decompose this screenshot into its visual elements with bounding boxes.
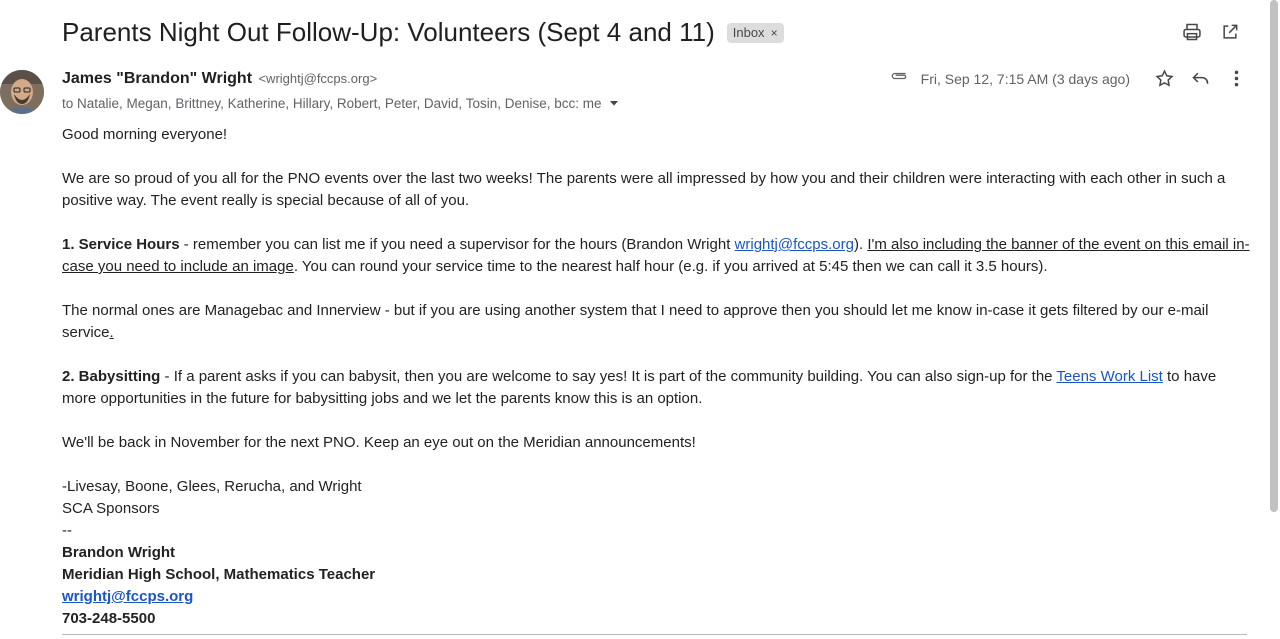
email-subject: Parents Night Out Follow-Up: Volunteers (Sept 4 and 11) (62, 16, 715, 47)
closing-line: -Livesay, Boone, Glees, Rerucha, and Wright (62, 478, 362, 495)
paragraph-babysitting (62, 366, 1252, 410)
signature-email-link[interactable]: wrightj@fccps.org (62, 588, 194, 605)
paragraph-praise: We are so proud of you all for the PNO events over the last two weeks! The parents were all impressed by how you and their children were interacting with each other in such a positive way. The event really is special because of all of you. (62, 170, 1226, 209)
scrollbar-thumb[interactable] (1270, 0, 1278, 512)
signature-block (62, 476, 1252, 630)
signature-separator: -- (62, 522, 72, 539)
avatar[interactable] (0, 70, 44, 114)
star-icon[interactable] (1152, 67, 1176, 91)
email-body (62, 124, 1252, 630)
teens-work-list-link[interactable]: Teens Work List (1056, 368, 1163, 385)
sender-name[interactable]: James "Brandon" Wright (62, 70, 253, 87)
service-text-2: ). (853, 236, 868, 253)
supervisor-email-link[interactable]: wrightj@fccps.org (734, 236, 854, 253)
signature-name: Brandon Wright (62, 544, 176, 561)
scrollbar-track[interactable] (1268, 0, 1280, 639)
service-text-1: - remember you can list me if you need a supervisor for the hours (Brandon Wright (179, 236, 735, 253)
attachment-icon (889, 66, 909, 91)
message-date: Fri, Sep 12, 7:15 AM (3 days ago) (920, 70, 1130, 87)
paragraph-november: We'll be back in November for the next PNO. Keep an eye out on the Meridian announcements! (62, 434, 696, 451)
signature-phone: 703-248-5500 (62, 610, 156, 627)
paragraph-systems (62, 300, 1252, 344)
greeting: Good morning everyone! (62, 126, 228, 143)
divider (62, 634, 1247, 635)
service-hours-heading: 1. Service Hours (62, 236, 180, 253)
sender-email: <wrightj@fccps.org> (258, 71, 378, 86)
paragraph-service-hours (62, 234, 1252, 278)
top-actions (1180, 20, 1242, 44)
subject-row (62, 14, 784, 50)
sender-row (62, 70, 377, 88)
inbox-label-chip[interactable] (727, 23, 784, 43)
service-text-3: . You can round your service time to the nearest half hour (e.g. if you arrived at 5:45 then we can call it 3.5 hours). (293, 258, 1048, 275)
babysitting-heading: 2. Babysitting (62, 368, 161, 385)
chevron-down-icon[interactable] (606, 95, 622, 111)
group-name: SCA Sponsors (62, 500, 160, 517)
label-name: Inbox (732, 25, 765, 40)
recipients-text: to Natalie, Megan, Brittney, Katherine, Hillary, Robert, Peter, David, Tosin, Denise, bcc: me (62, 95, 602, 111)
print-icon[interactable] (1180, 20, 1204, 44)
recipients-row (62, 95, 622, 111)
remove-label-icon[interactable]: × (770, 25, 778, 40)
banner-note: I'm also including the banner of the event on this email in-case you need to include an image (62, 236, 1250, 275)
reply-icon[interactable] (1188, 67, 1212, 91)
message-meta (889, 66, 1248, 91)
babysitting-text-2: to have more opportunities in the future for babysitting jobs and we let the parents know this is an option. (62, 368, 1217, 407)
systems-text: The normal ones are Managebac and Innerview - but if you are using another system that I need to approve then you should let me know in-case it gets filtered by our e-mail service (62, 302, 1209, 341)
open-in-new-window-icon[interactable] (1218, 20, 1242, 44)
more-vert-icon[interactable] (1224, 67, 1248, 91)
signature-title: Meridian High School, Mathematics Teacher (62, 566, 376, 583)
systems-period: . (109, 324, 114, 341)
babysitting-text-1: - If a parent asks if you can babysit, then you are welcome to say yes! It is part of the community building. You can also sign-up for the (160, 368, 1057, 385)
